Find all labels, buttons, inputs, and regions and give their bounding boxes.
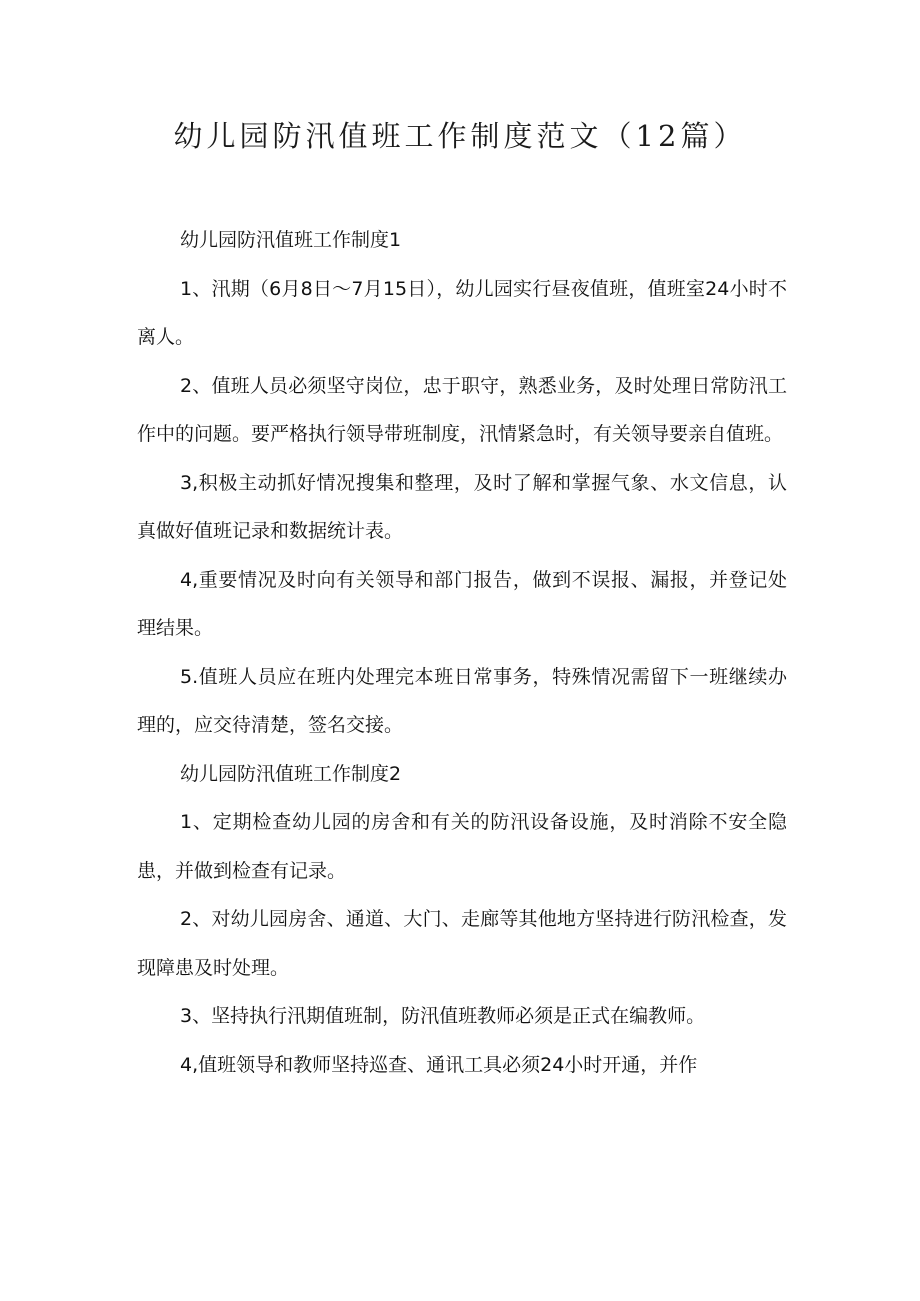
paragraph: 1、汛期（6月8日〜7月15日），幼儿园实行昼夜值班，值班室24小时不离人。 — [137, 277, 787, 348]
paragraph: 4,值班领导和教师坚持巡查、通讯工具必须24小时开通，并作 — [180, 1053, 698, 1076]
document-body — [137, 216, 787, 1089]
document-title: 幼儿园防汛值班工作制度范文（12篇） — [173, 119, 747, 153]
paragraph: 2、值班人员必须坚守岗位，忠于职守，熟悉业务，及时处理日常防汛工作中的问题。要严格执行领导带班制度，汛情紧急时，有关领导要亲自值班。 — [137, 374, 787, 445]
paragraph: 3,积极主动抓好情况搜集和整理，及时了解和掌握气象、水文信息，认真做好值班记录和数据统计表。 — [137, 471, 787, 542]
paragraph: 5.值班人员应在班内处理完本班日常事务，特殊情况需留下一班继续办理的，应交待清楚，签名交接。 — [137, 665, 787, 736]
section-heading-2: 幼儿园防汛值班工作制度2 — [180, 762, 402, 785]
paragraph: 4,重要情况及时向有关领导和部门报告，做到不误报、漏报，并登记处理结果。 — [137, 568, 787, 639]
paragraph: 1、定期检查幼儿园的房舍和有关的防汛设备设施，及时消除不安全隐患，并做到检查有记录。 — [137, 811, 787, 882]
paragraph: 2、对幼儿园房舍、通道、大门、走廊等其他地方坚持进行防汛检查，发现障患及时处理。 — [137, 908, 787, 979]
section-heading-1: 幼儿园防汛值班工作制度1 — [180, 229, 402, 251]
paragraph: 3、坚持执行汛期值班制，防汛值班教师必须是正式在编教师。 — [180, 1005, 706, 1027]
